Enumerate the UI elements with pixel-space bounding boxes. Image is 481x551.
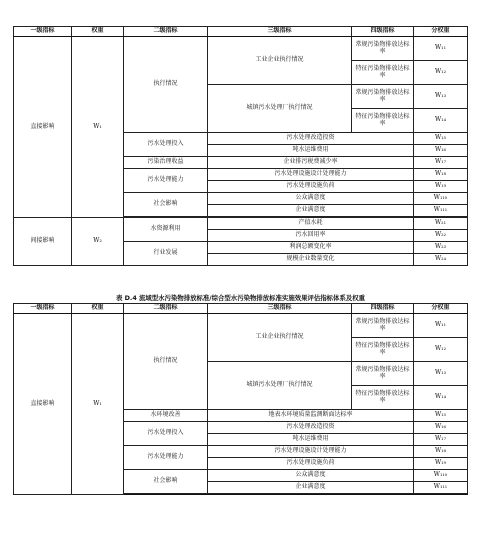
level3-cell: 污水处理设施设计处理能力 <box>208 446 414 458</box>
col-header-level4: 四级指标 <box>352 27 414 37</box>
subweight-cell: W₁₃ <box>414 85 468 109</box>
table-header-row <box>14 304 468 314</box>
level3-cell: 企业满意度 <box>208 482 414 494</box>
weight-cell: W₁ <box>72 314 124 495</box>
level3-cell: 地表水环境质量监测断面达标率 <box>208 410 414 422</box>
level2-cell: 社会影响 <box>124 470 208 494</box>
col-header-level1: 一级指标 <box>14 27 72 37</box>
subweight-cell: W₁₄ <box>414 109 468 133</box>
col-header-level2: 二级指标 <box>124 304 208 314</box>
level4-cell: 常规污染物排放达标率 <box>352 37 414 61</box>
subweight-cell: W₁₇ <box>414 157 468 169</box>
indicator-table-2 <box>13 303 468 495</box>
subweight-cell: W₁₆ <box>414 145 468 157</box>
level3-cell: 污水处理设施负荷 <box>208 458 414 470</box>
level4-cell: 特征污染物排放达标率 <box>352 338 414 362</box>
col-header-level4: 四级指标 <box>352 304 414 314</box>
table-row <box>14 37 468 61</box>
col-header-level2: 二级指标 <box>124 27 208 37</box>
level4-cell: 常规污染物排放达标率 <box>352 85 414 109</box>
weight-cell: W₂ <box>72 218 124 266</box>
level1-cell: 直接影响 <box>14 314 72 495</box>
subweight-cell: W₁₂ <box>414 61 468 85</box>
table-caption: 表 D.4 流域型水污染物排放标准/综合型水污染物排放标准实施效果评估指标体系及权重 <box>115 294 366 302</box>
level3-cell: 污水处理改造投资 <box>208 422 414 434</box>
col-header-weight: 权重 <box>72 27 124 37</box>
level4-cell: 常规污染物排放达标率 <box>352 362 414 386</box>
level2-cell: 水环境改善 <box>124 410 208 422</box>
level3-cell: 工业企业执行情况 <box>208 37 352 85</box>
level3-cell: 产值水耗 <box>208 218 414 230</box>
level3-cell: 规模企业数量变化 <box>208 254 414 266</box>
level3-cell: 公众满意度 <box>208 470 414 482</box>
level1-cell: 间接影响 <box>14 218 72 266</box>
col-header-level3: 三级指标 <box>208 304 352 314</box>
level2-cell: 污水处理能力 <box>124 169 208 193</box>
subweight-cell: W₁₉ <box>414 458 468 470</box>
level3-cell: 利润总额变化率 <box>208 242 414 254</box>
subweight-cell: W₁₁ <box>414 314 468 338</box>
table-row <box>14 314 468 338</box>
subweight-cell: W₁₅ <box>414 410 468 422</box>
indicator-table-1 <box>13 26 468 266</box>
level3-cell: 吨水运维费用 <box>208 145 414 157</box>
level3-cell: 企业满意度 <box>208 205 414 217</box>
subweight-cell: W₁₂ <box>414 338 468 362</box>
subweight-cell: W₁₃ <box>414 362 468 386</box>
weight-cell: W₁ <box>72 37 124 218</box>
level3-cell: 污水处理设施设计处理能力 <box>208 169 414 181</box>
level3-cell: 吨水运维费用 <box>208 434 414 446</box>
level3-cell: 企业排污税费减少率 <box>208 157 414 169</box>
level3-cell: 工业企业执行情况 <box>208 314 352 362</box>
subweight-cell: W₂₃ <box>414 242 468 254</box>
subweight-cell: W₁₈ <box>414 446 468 458</box>
level2-cell: 行业发展 <box>124 242 208 266</box>
subweight-cell: W₁₁ <box>414 37 468 61</box>
subweight-cell: W₁₅ <box>414 133 468 145</box>
col-header-level1: 一级指标 <box>14 304 72 314</box>
table-row <box>14 218 468 230</box>
level3-cell: 城镇污水处理厂执行情况 <box>208 362 352 410</box>
level4-cell: 特征污染物排放达标率 <box>352 109 414 133</box>
level2-cell: 执行情况 <box>124 37 208 133</box>
level2-cell: 执行情况 <box>124 314 208 410</box>
level4-cell: 常规污染物排放达标率 <box>352 314 414 338</box>
level2-cell: 污水处理投入 <box>124 133 208 157</box>
level3-cell: 污水处理设施负荷 <box>208 181 414 193</box>
col-header-level3: 三级指标 <box>208 27 352 37</box>
subweight-cell: W₁₉ <box>414 181 468 193</box>
subweight-cell: W₁₁₁ <box>414 482 468 494</box>
subweight-cell: W₁₁₀ <box>414 193 468 205</box>
level3-cell: 污水处理改造投资 <box>208 133 414 145</box>
col-header-subweight: 分权重 <box>414 27 468 37</box>
level1-cell: 直接影响 <box>14 37 72 218</box>
subweight-cell: W₂₂ <box>414 230 468 242</box>
subweight-cell: W₂₄ <box>414 254 468 266</box>
level3-cell: 污水回用率 <box>208 230 414 242</box>
level2-cell: 污水处理投入 <box>124 422 208 446</box>
subweight-cell: W₁₈ <box>414 169 468 181</box>
level4-cell: 特征污染物排放达标率 <box>352 386 414 410</box>
subweight-cell: W₁₇ <box>414 434 468 446</box>
level2-cell: 社会影响 <box>124 193 208 217</box>
subweight-cell: W₁₄ <box>414 386 468 410</box>
subweight-cell: W₂₁ <box>414 218 468 230</box>
subweight-cell: W₁₆ <box>414 422 468 434</box>
level2-cell: 污水处理能力 <box>124 446 208 470</box>
subweight-cell: W₁₁₀ <box>414 470 468 482</box>
level3-cell: 公众满意度 <box>208 193 414 205</box>
level3-cell: 城镇污水处理厂执行情况 <box>208 85 352 133</box>
col-header-weight: 权重 <box>72 304 124 314</box>
subweight-cell: W₁₁₁ <box>414 205 468 217</box>
level2-cell: 水资源利用 <box>124 218 208 242</box>
table-header-row <box>14 27 468 37</box>
level4-cell: 特征污染物排放达标率 <box>352 61 414 85</box>
level2-cell: 污染治理收益 <box>124 157 208 169</box>
col-header-subweight: 分权重 <box>414 304 468 314</box>
